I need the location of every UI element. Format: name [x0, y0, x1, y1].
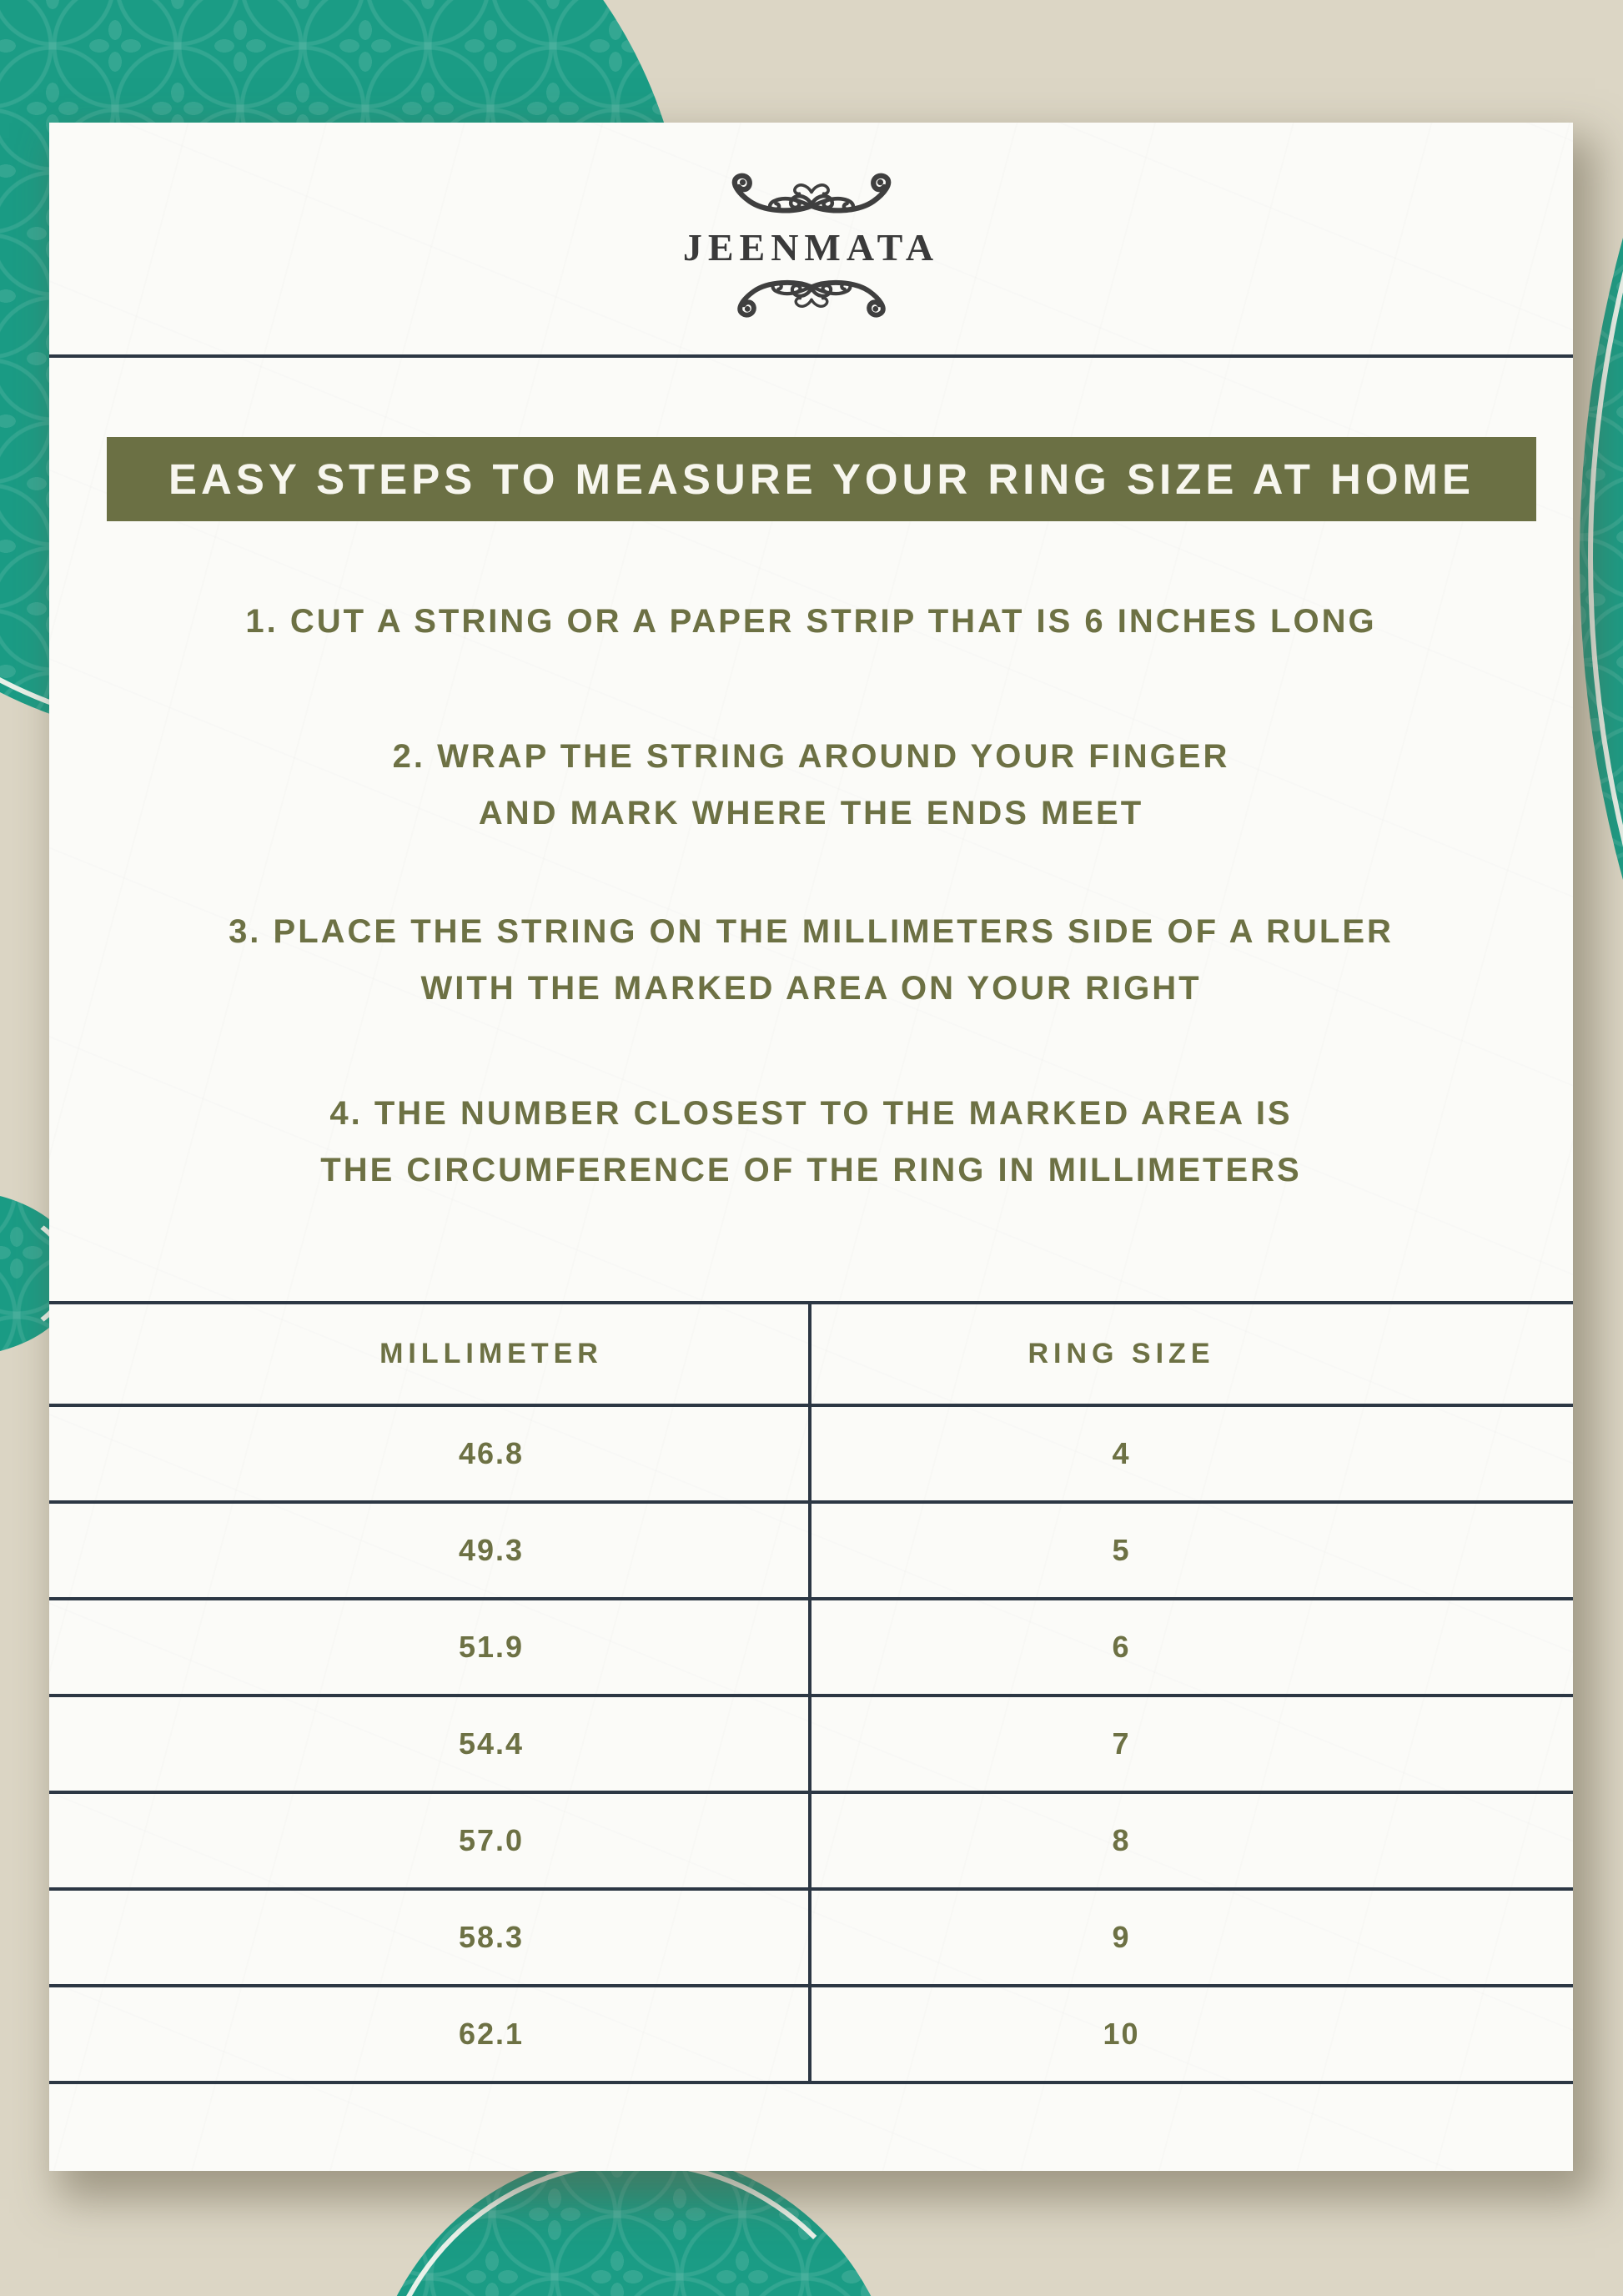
header-divider — [49, 354, 1573, 358]
mm-value: 51.9 — [49, 1600, 812, 1694]
size-value: 10 — [1103, 2017, 1140, 2051]
title-banner — [107, 437, 1536, 521]
column-header-ring-size: RING SIZE — [1028, 1338, 1215, 1369]
size-value: 8 — [1112, 1823, 1131, 1857]
mm-value: 57.0 — [49, 1794, 812, 1887]
table-row — [49, 1987, 1573, 2084]
mm-value: 54.4 — [49, 1697, 812, 1791]
size-value: 5 — [1112, 1533, 1131, 1567]
mm-value: 46.8 — [49, 1407, 812, 1500]
step-2-line-1: 2. WRAP THE STRING AROUND YOUR FINGER — [392, 738, 1230, 775]
step-4-line-2: THE CIRCUMFERENCE OF THE RING IN MILLIMETERS — [320, 1152, 1302, 1188]
table-row — [49, 1600, 1573, 1697]
ring-size-table — [49, 1301, 1573, 2084]
table-row — [49, 1504, 1573, 1600]
table-header-row — [49, 1304, 1573, 1407]
step-2-line-2: AND MARK WHERE THE ENDS MEET — [478, 795, 1144, 831]
table-row — [49, 1794, 1573, 1891]
step-3-line-1: 3. PLACE THE STRING ON THE MILLIMETERS SIDE OF A RULER — [229, 913, 1394, 950]
step-2 — [49, 728, 1573, 842]
size-value: 4 — [1112, 1436, 1131, 1470]
step-4 — [49, 1085, 1573, 1198]
step-3 — [49, 903, 1573, 1017]
page-title: EASY STEPS TO MEASURE YOUR RING SIZE AT HOME — [168, 455, 1475, 503]
brand-logo — [49, 166, 1573, 319]
brand-name: JEENMATA — [682, 226, 940, 269]
step-3-line-2: WITH THE MARKED AREA ON YOUR RIGHT — [420, 970, 1202, 1007]
mm-value: 62.1 — [49, 1987, 812, 2081]
flourish-top-icon — [715, 171, 908, 219]
step-4-line-1: 4. THE NUMBER CLOSEST TO THE MARKED AREA IS — [329, 1095, 1293, 1132]
table-row — [49, 1891, 1573, 1987]
mm-value: 49.3 — [49, 1504, 812, 1597]
table-row — [49, 1697, 1573, 1794]
mm-value: 58.3 — [49, 1891, 812, 1984]
size-value: 6 — [1112, 1630, 1131, 1664]
size-value: 9 — [1112, 1920, 1131, 1954]
column-header-millimeter: MILLIMETER — [49, 1304, 812, 1404]
step-1 — [49, 600, 1573, 643]
teal-brush-circle-bottom — [367, 2152, 901, 2296]
teal-brush-circle-right — [1580, 0, 1623, 1769]
table-row — [49, 1407, 1573, 1504]
card — [49, 123, 1573, 2171]
flourish-bottom-icon — [715, 274, 908, 319]
size-value: 7 — [1112, 1726, 1131, 1761]
step-1-line-1: 1. CUT A STRING OR A PAPER STRIP THAT IS 6 INCHES LONG — [245, 603, 1377, 640]
